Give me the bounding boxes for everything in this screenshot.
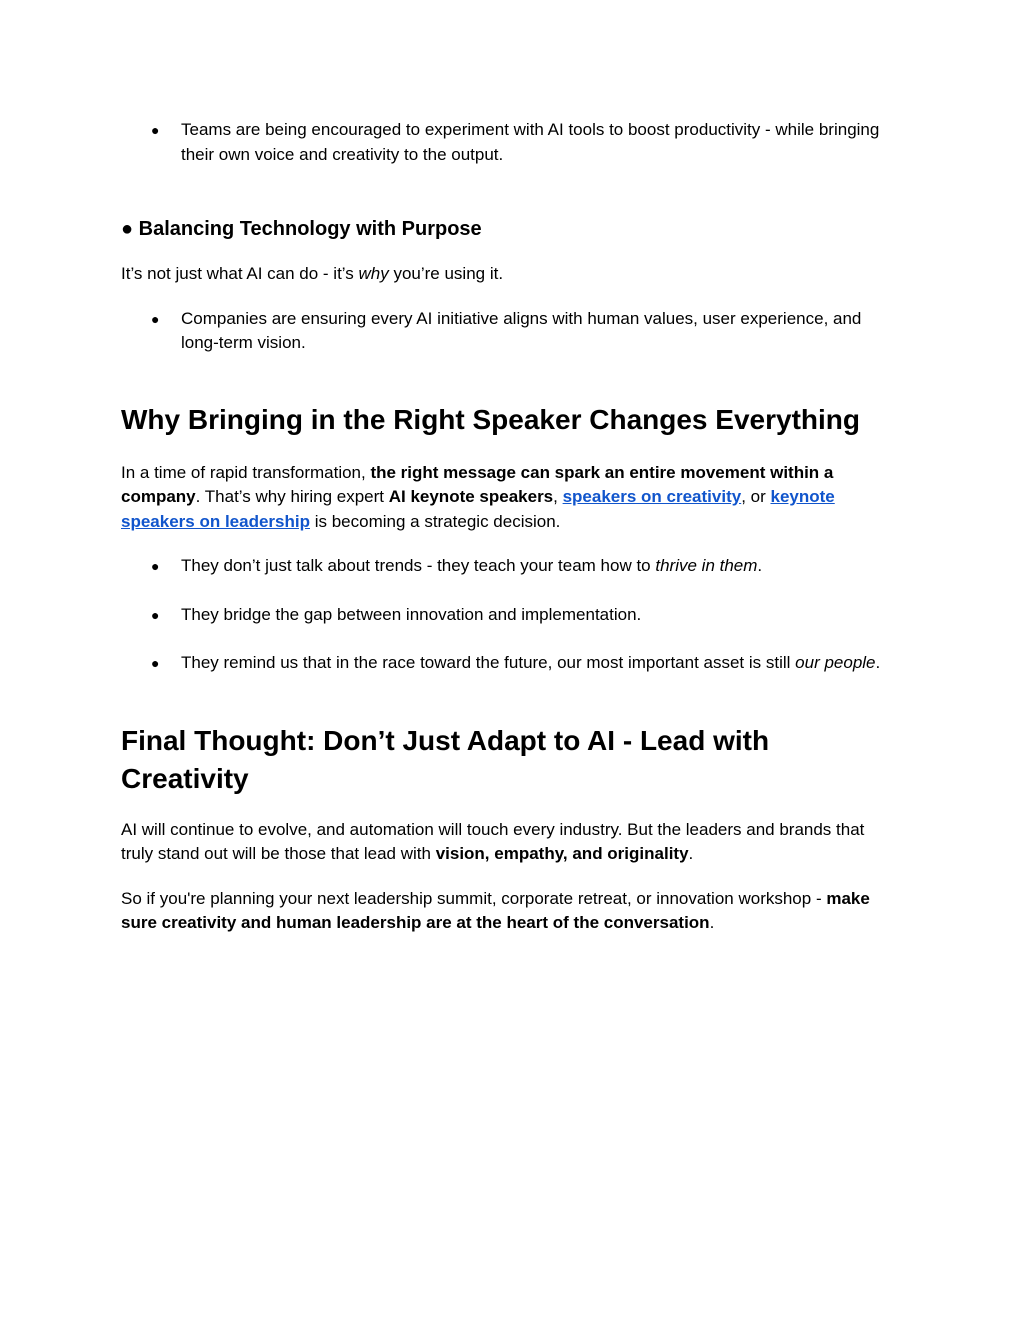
text: . (688, 844, 694, 863)
paragraph (121, 461, 901, 535)
list-item (121, 118, 901, 167)
link-speakers-on-creativity[interactable]: speakers on creativity (562, 487, 742, 506)
list-item-text: Teams are being encouraged to experiment with AI tools to boost productivity - while bringing their own voice and creativity to the output. (181, 120, 880, 164)
list-item (121, 307, 901, 356)
text: They remind us that in the race toward the future, our most important asset is still (181, 653, 796, 672)
document-page (121, 118, 901, 936)
heading-bullet-marker: ● (121, 218, 134, 240)
paragraph (121, 887, 901, 936)
text: . (757, 556, 763, 575)
text: So if you're planning your next leadership summit, corporate retreat, or innovation workshop - (121, 888, 827, 908)
bullet-marker: ● (151, 122, 160, 138)
list-item-text: They bridge the gap between innovation and implementation. (181, 604, 642, 624)
section-heading-why-speaker: Why Bringing in the Right Speaker Changes Everything (121, 403, 860, 435)
bullet-marker: ● (151, 655, 160, 671)
text: is becoming a strategic decision. (309, 511, 561, 531)
section-heading-final-thought: Final Thought: Don’t Just Adapt to AI - Lead with Creativity (121, 724, 770, 794)
text: . That’s why hiring expert (195, 487, 389, 506)
text: . (709, 913, 715, 932)
list-item (121, 651, 901, 676)
emphasis: why (358, 264, 389, 283)
list-item-text: Companies are ensuring every AI initiative aligns with human values, user experience, and long-term vision. (181, 308, 862, 352)
bullet-marker: ● (151, 606, 160, 623)
text: They don’t just talk about trends - they teach your team how to (181, 556, 656, 575)
bullet-marker: ● (151, 558, 160, 574)
list-item (121, 554, 901, 579)
bullet-marker: ● (151, 310, 160, 327)
heading-text: Balancing Technology with Purpose (138, 218, 482, 240)
paragraph (121, 818, 901, 867)
text: , or (741, 487, 771, 506)
link-keynote-speakers-on-leadership[interactable]: keynote speakers on leadership (121, 487, 835, 531)
emphasis: our people (795, 653, 876, 672)
text: In a time of rapid transformation, (121, 462, 371, 482)
bold-text: AI keynote speakers (388, 487, 554, 506)
bold-text: vision, empathy, and originality (435, 844, 689, 863)
text: . (875, 653, 881, 672)
text: AI will continue to evolve, and automation will touch every industry. But the leaders and brands that truly stand out will be those that lead with (121, 819, 865, 863)
list-item (121, 603, 901, 628)
section-heading-balancing (121, 216, 901, 242)
emphasis: thrive in them (655, 556, 758, 575)
paragraph (121, 262, 901, 287)
text: It’s not just what AI can do - it’s (121, 264, 359, 283)
text: you’re using it. (388, 264, 504, 283)
bold-text: the right message can spark an entire movement within a company (121, 462, 834, 506)
text: , (553, 487, 563, 506)
bold-text: make sure creativity and human leadership are at the heart of the conversation (121, 888, 870, 932)
